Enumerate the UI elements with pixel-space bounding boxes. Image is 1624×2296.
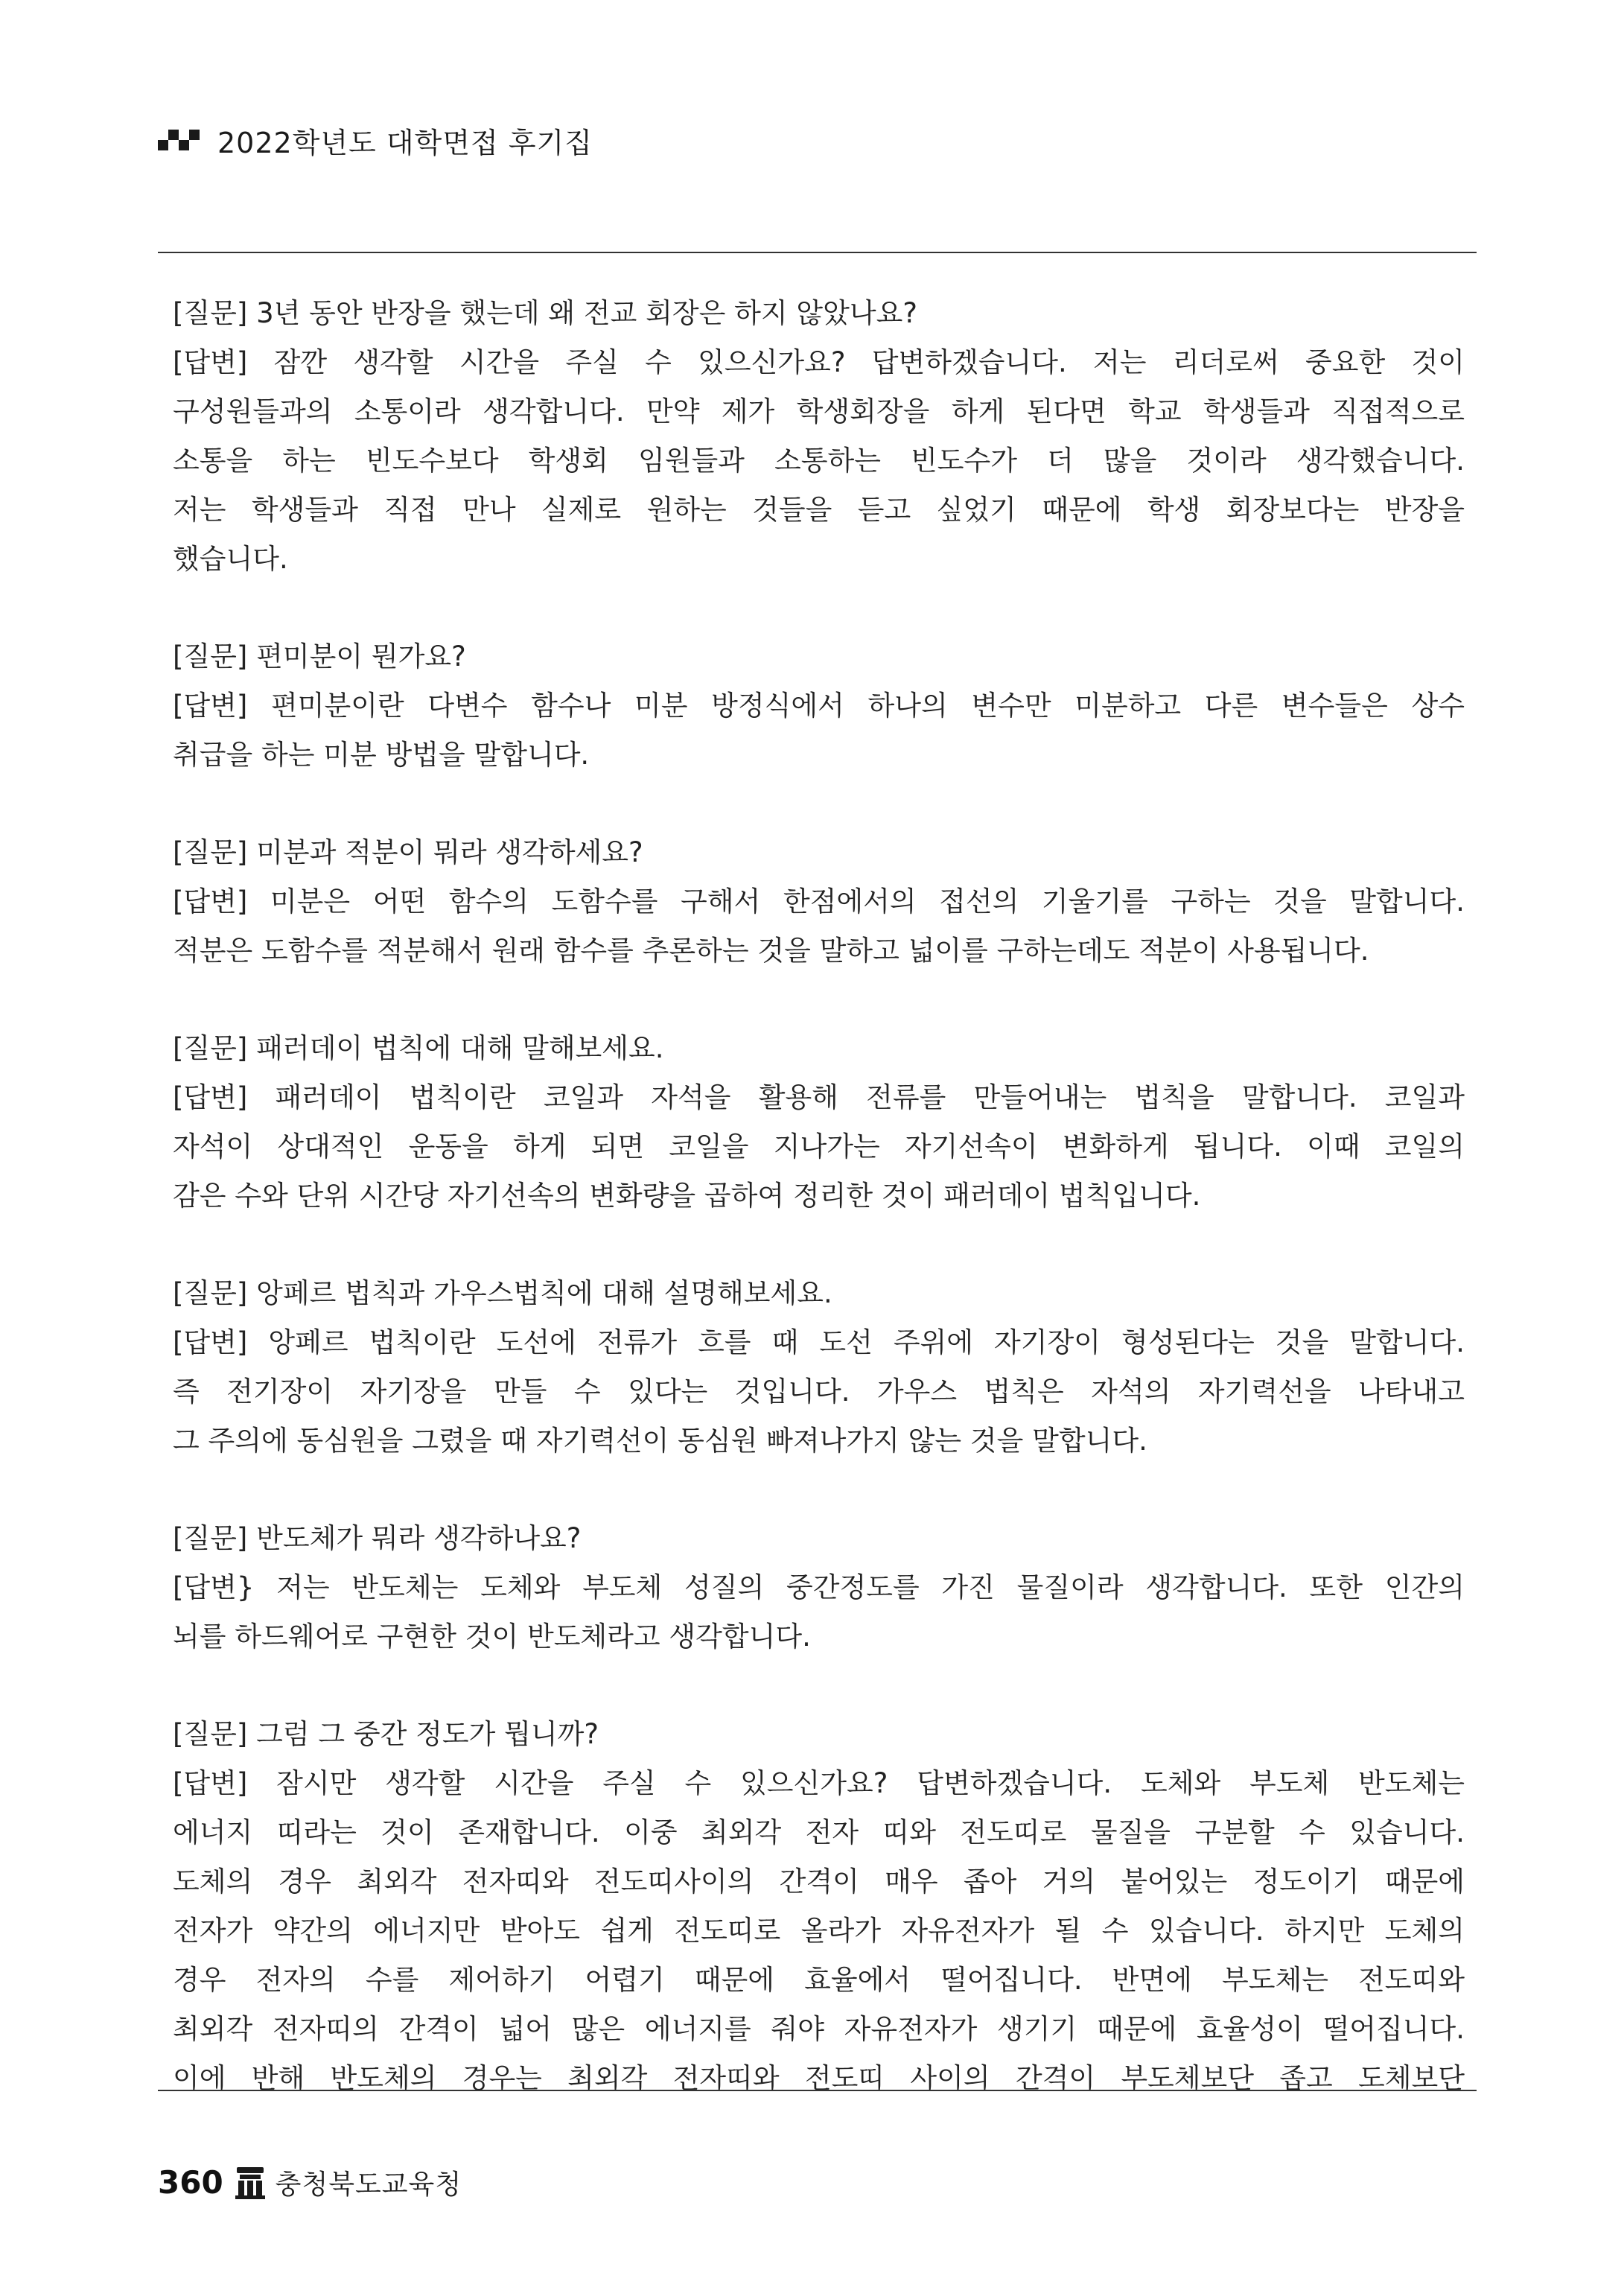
answer-line: 했습니다. <box>173 543 288 575</box>
answer-line: 이에 반해 반도체의 경우는 최외각 전자띠와 전도띠 사이의 간격이 부도체보단 좁고 도체보단 <box>173 2062 1465 2094</box>
answer-line: 도체의 경우 최외각 전자띠와 전도띠사이의 간격이 매우 좁아 거의 붙어있는 정도이기 때문에 <box>173 1866 1465 1898</box>
answer-line: 최외각 전자띠의 간격이 넓어 많은 에너지를 줘야 자유전자가 생기기 때문에 효율성이 떨어집니다. <box>173 2013 1465 2045</box>
education-office-logo-icon <box>234 2164 267 2200</box>
answer-line: [답변] 잠깐 생각할 시간을 주실 수 있으신가요? 답변하겠습니다. 저는 리더로써 중요한 것이 <box>173 346 1465 378</box>
answer-line: [답변] 패러데이 법칙이란 코일과 자석을 활용해 전류를 만들어내는 법칙을 말합니다. 코일과 <box>173 1081 1465 1113</box>
question-line: [질문] 반도체가 뭐라 생각하나요? <box>173 1522 582 1554</box>
answer-line: 뇌를 하드웨어로 구현한 것이 반도체라고 생각합니다. <box>173 1621 811 1653</box>
qa-block <box>173 1710 1465 2103</box>
organization-name: 충청북도교육청 <box>275 2169 462 2200</box>
answer-line: 자석이 상대적인 운동을 하게 되면 코일을 지나가는 자기선속이 변화하게 됩니다. 이때 코일의 <box>173 1130 1465 1163</box>
question-line: [질문] 패러데이 법칙에 대해 말해보세요. <box>173 1032 664 1064</box>
qa-block <box>173 1514 1465 1661</box>
answer-line: 전자가 약간의 에너지만 받아도 쉽게 전도띠로 올라가 자유전자가 될 수 있습니다. 하지만 도체의 <box>173 1915 1465 1947</box>
bottom-divider <box>158 2090 1477 2091</box>
qa-block <box>173 289 1465 584</box>
qa-block <box>173 828 1465 976</box>
answer-line: 그 주의에 동심원을 그렸을 때 자기력선이 동심원 빠져나가지 않는 것을 말합니다. <box>173 1425 1147 1457</box>
answer-line: 소통을 하는 빈도수보다 학생회 임원들과 소통하는 빈도수가 더 많을 것이라 생각했습니다. <box>173 445 1465 477</box>
answer-line: 적분은 도함수를 적분해서 원래 함수를 추론하는 것을 말하고 넓이를 구하는데도 적분이 사용됩니다. <box>173 935 1369 967</box>
question-line: [질문] 그럼 그 중간 정도가 뭡니까? <box>173 1718 599 1750</box>
answer-line: [답변] 미분은 어떤 함수의 도함수를 구해서 한점에서의 접선의 기울기를 구하는 것을 말합니다. <box>173 885 1465 918</box>
answer-line: [답변] 앙페르 법칙이란 도선에 전류가 흐를 때 도선 주위에 자기장이 형성된다는 것을 말합니다. <box>173 1326 1465 1358</box>
question-line: [질문] 3년 동안 반장을 했는데 왜 전교 회장은 하지 않았나요? <box>173 297 917 329</box>
answer-line: [답변} 저는 반도체는 도체와 부도체 성질의 중간정도를 가진 물질이라 생각합니다. 또한 인간의 <box>173 1571 1465 1603</box>
answer-line: 저는 학생들과 직접 만나 실제로 원하는 것들을 듣고 싶었기 때문에 학생 회장보다는 반장을 <box>173 494 1465 526</box>
answer-line: 구성원들과의 소통이라 생각합니다. 만약 제가 학생회장을 하게 된다면 학교 학생들과 직접적으로 <box>173 395 1465 427</box>
answer-line: [답변] 잠시만 생각할 시간을 주실 수 있으신가요? 답변하겠습니다. 도체와 부도체 반도체는 <box>173 1767 1465 1799</box>
qa-block <box>173 1024 1465 1221</box>
interview-content <box>173 289 1465 2152</box>
document-title: 2022학년도 대학면접 후기집 <box>217 126 593 159</box>
page-footer <box>158 2160 462 2204</box>
running-header <box>158 118 593 162</box>
answer-line: 취급을 하는 미분 방법을 말합니다. <box>173 739 590 771</box>
question-line: [질문] 앙페르 법칙과 가우스법칙에 대해 설명해보세요. <box>173 1277 832 1309</box>
question-line: [질문] 편미분이 뭔가요? <box>173 640 466 672</box>
answer-line: 감은 수와 단위 시간당 자기선속의 변화량을 곱하여 정리한 것이 패러데이 법칙입니다. <box>173 1180 1201 1212</box>
page-number: 360 <box>158 2163 223 2201</box>
top-divider <box>158 252 1477 253</box>
answer-line: 즉 전기장이 자기장을 만들 수 있다는 것입니다. 가우스 법칙은 자석의 자기력선을 나타내고 <box>173 1376 1465 1408</box>
question-line: [질문] 미분과 적분이 뭐라 생각하세요? <box>173 836 643 868</box>
answer-line: 에너지 띠라는 것이 존재합니다. 이중 최외각 전자 띠와 전도띠로 물질을 구분할 수 있습니다. <box>173 1816 1465 1848</box>
qa-block <box>173 1269 1465 1466</box>
answer-line: 경우 전자의 수를 제어하기 어렵기 때문에 효율에서 떨어집니다. 반면에 부도체는 전도띠와 <box>173 1964 1465 1996</box>
checker-pattern-icon <box>158 125 203 155</box>
answer-line: [답변] 편미분이란 다변수 함수나 미분 방정식에서 하나의 변수만 미분하고 다른 변수들은 상수 <box>173 690 1465 722</box>
qa-block <box>173 632 1465 780</box>
